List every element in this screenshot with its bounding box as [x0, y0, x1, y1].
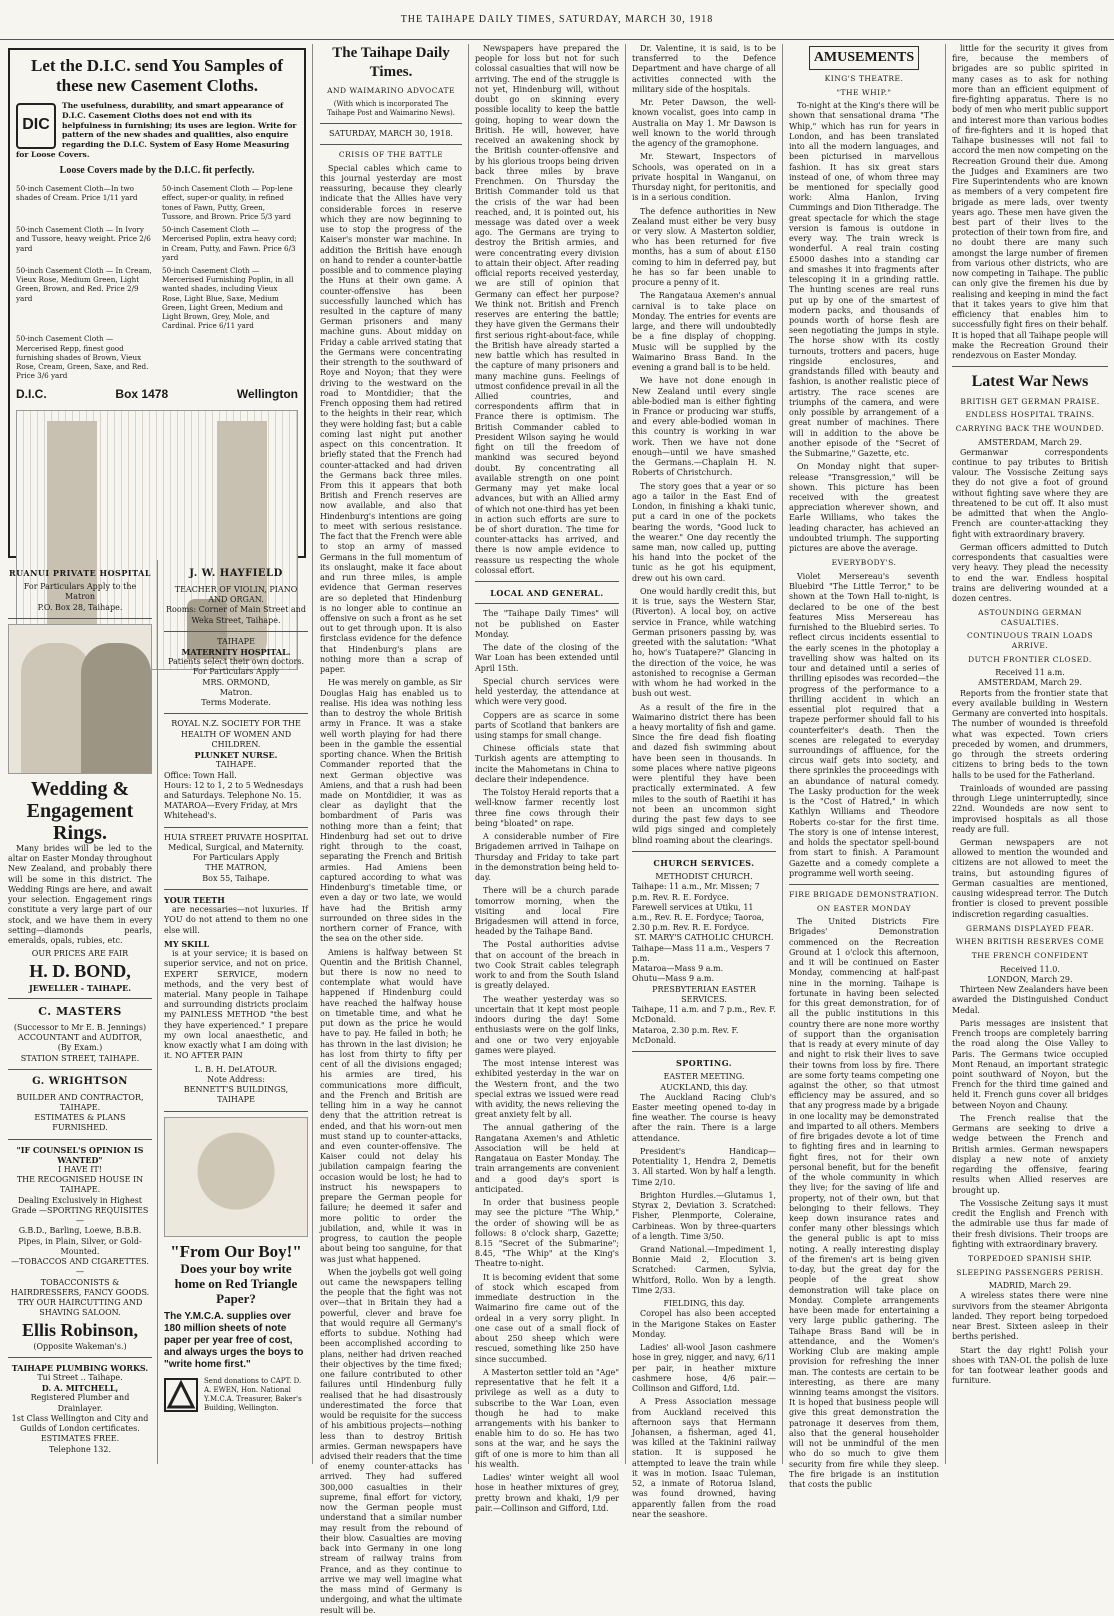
dentist-name: L. B. H. DeLATOUR.: [194, 1064, 278, 1074]
wedding-title: Wedding & Engagement Rings.: [26, 777, 134, 844]
sport-item: A Press Association message from Auckland received this afternoon says that Hermann Johansen, a fisherman, aged 41, was killed at the Takinini railway station. It is supposed he attempted to leave the train while it was in motion. Isaac Tuleman, 52, a inmate of Rotorua Island, was found drowned, having apparently fallen from the road near the seashore.: [632, 1397, 776, 1519]
sport-line: EASTER MEETING.: [663, 1072, 745, 1082]
general-item: Mr. Stewart, Inspectors of Schools, was operated on in a private hospital in Wanganui, on Thursday night, for peritonitis, and is in a serious condition.: [632, 152, 776, 203]
column-3: [316, 44, 466, 1615]
counsel-line: "IF COUNSEL'S OPINION IS WANTED": [16, 1144, 144, 1165]
ymca-body: The Y.M.C.A. supplies over 180 million sheets of note paper per year free of cost, and always urges the boys to "write home first.": [164, 1311, 304, 1371]
plunket-line: ROYAL N.Z. SOCIETY FOR THE HEALTH OF WOMEN AND CHILDREN.: [171, 719, 301, 749]
column-rule: [468, 44, 469, 1464]
sport-title: SPORTING.: [675, 1058, 733, 1069]
dic-item: 50-inch Casement Cloth — In Ivory and Tussore, heavy weight. Price 2/6 yard: [16, 225, 151, 253]
amusements-title: AMUSEMENTS: [809, 46, 919, 70]
war-line: ENDLESS HOSPITAL TRAINS.: [965, 410, 1095, 420]
war-line: Received 11.0.: [1000, 964, 1060, 974]
kings-theatre-title: KING'S THEATRE.: [824, 73, 904, 83]
jeweller-name: H. D. BOND,: [29, 960, 131, 981]
war-paragraph: Germanwar correspondents continue to pay tributes to British valour. The Vossische Zeitung says they do not give a foot of ground without fighting save where they are threatened to be cut off. It also must be admitted that when the Anglo-French are counter-attacking they fight with extraordinary bravery.: [952, 447, 1108, 539]
plunket-line: MATAROA—Every Friday, at Mrs Whitehead's.: [164, 801, 298, 821]
war-line: THE FRENCH CONFIDENT: [971, 951, 1089, 961]
column-rule: [782, 44, 783, 1464]
red-triangle-icon: [164, 1378, 198, 1412]
dic-item: 50-inch Casement Cloth — Mercerised Furnishing Poplin, in all wanted shades, including Vieux Rose, Light Blue, Saxe, Medium Green, Light Green, Medium and Light Brown, Grey, Mole, and Cardinal. Price 6/11 yard: [162, 265, 294, 331]
crisis-paragraph: Special cables which came to this journal yesterday are most reassuring, because they clearly indicate that the Allies have very considerable forces in reserve which they are now beginning to use to stop the progress of the Kaiser's monster war machine. In addition the British have enough on hand to render a counter-battle possible and to commence playing the Huns at their own game. A counter-offensive has been successfully launched which has resulted in the capture of many German prisoners and many machine guns. About midday on Friday a cable arrived stating that the Germans were concentrating their strength to the southward of Roye and Noyon; that they were driving to the westward on the road to Montdidier; that the French opposing them had retired to the heights in their rear, which they were holding fast; but a cable coming last night put another aspect on this concentration. It briefly stated that the French had counter-attacked and had driven the Germans back three miles. From this it appears that both British and French reserves are now available, and also that Hindenburg's intentions are going to meet with serious resistance. The fact that the French were able to stop an army of massed Germans in the full momentum of its onslaught, make it face about and run three miles, is ample evidence that German reserves are so depleted that Hindenburg is no longer able to continue an offensive on such a front as he set out to get through upon. It is also firstclass evidence for the defence that Hindenburg's plans are nothing more than a scrap of paper.: [320, 163, 462, 675]
fire-subtitle: ON EASTER MONDAY: [816, 903, 912, 913]
general-item: Mr. Peter Dawson, the well-known vocalist, goes into camp in Australia on May 1. Mr Dawson is well known to the world through the agency of the gramophone.: [632, 98, 776, 149]
general-item: The Rangataua Axemen's annual carnival is to take place on Monday. The entries for events are large, and there will undoubtedly be a fine display of chopping. Music will be supplied by the Waimarino Brass Band. In the evening a grand ball is to be held.: [632, 291, 776, 373]
dic-title: Let the D.I.C. send You Samples of these new Casement Cloths.: [30, 56, 284, 95]
counsel-line: —TOBACCOS AND CIGARETTES.—: [11, 1257, 149, 1277]
local-item: There will be a church parade tomorrow morning, when the visiting and local Fire Brigadesmen will attend in force, headed by the Taihape Band.: [475, 886, 619, 937]
local-item: The Postal authorities advise that on account of the breach in two Cook Strait cables telegraph work to and from the South Island is greatly delayed.: [475, 940, 619, 991]
wrightson-line: FURNISHED.: [52, 1123, 108, 1133]
dic-price-list: [16, 184, 298, 380]
wrightson-line: ESTIMATES & PLANS: [34, 1113, 126, 1123]
general-item: One would hardly credit this, but it is true, says the Western Star, (Riverton). A local boy, on active service in France, while watching German prisoners passing by, was greeted with the salutation: "What ho, how's Tuatapere?" Glancing in the direction of the voice, he was astonished to recognise a German with whom he had worked in the bush out west.: [632, 586, 776, 699]
column-7: [948, 44, 1112, 1464]
crisis-paragraph: He was merely on gamble, as Sir Douglas Haig has enabled us to realise. His idea was nothing less than to destroy the whole British army in France. It was a stake well worth playing for had there been in the gamble the essential sporting chance. When the British Commander reported that the next German objective was Amiens, and that a rush had been made on Montdidier, it was as clear as daylight that the bombardment of Paris was nothing more than a feint; that Hindenburg had set out to drive right through to the coast, separating the French and British armies. Had Amiens been captured according to what was Hindenburg's timetable time, or even a day or two late, we would have had the British army surrounded on three sides in the northern corner of France, with the sea on the other side.: [320, 678, 462, 944]
hayfield-name: J. W. HAYFIELD: [189, 568, 283, 579]
counsel-line: (Opposite Wakeman's.): [33, 1341, 127, 1351]
groom-icon: [81, 643, 151, 773]
local-item: It is becoming evident that some of stock which escaped from immediate destruction in the Waimarino fire came out of the ordeal in a very sorry plight. In one case out of a small flock of about 250 sheep which were rescued, something like 250 have since succumbed.: [475, 1272, 619, 1364]
general-item: We have not done enough in New Zealand until every single able-bodied man is either fighting in France or producing war stuffs, and every able-bodied woman in this country is working in war work. Then we have not done enough—until we have smashed the Germans.—Chaplain H. N. Roberts of Christchurch.: [632, 376, 776, 478]
ruanui-title: RUANUI PRIVATE HOSPITAL: [9, 568, 151, 578]
church-line: Mataroa—Mass 9 a.m.: [632, 964, 724, 974]
leader-paragraph: Newspapers have prepared the people for loss but not for such colossal casualties that will now be arriving. The end of the struggle is not yet, Hindenburg will, without doubt go on skinning every possible locality to keep the battle going, hoping to wear down the British. He will, however, have received an awakening shock by the British counter-offensive and by his glorious troops being driven back three miles by brave Frenchmen. On Thursday the British Commander told us that the crisis of the war had been reached, and, it is pointed out, his message was dated over a week ago. The Germans are trying to destroy the British armies, and were concentrating every division to attain their object. After reading official reports received yesterday, we are still of opinion that Germany can effect her purpose? We think not. British and French reserves are entering the battle; they have given the Germans their first serious right-about-face, while the British have already started a new battle which has resulted in the capture of many prisoners and many machine guns. Feelings of utmost confidence prevail in all the Allied countries, and correspondents affirm that in France there is optimism. The British Commander cabled to President Wilson saying he would fight on till the freedom of mankind was secured beyond doubt. By concentrating all available strength on one point Germany may yet make local advances, but with an Allied army of which not one-third has yet been in action such efforts are sure to be of short duration. The time for counter-attacks has arrived, and there is now ample evidence to reassure us respecting the whole colossal effort.: [475, 44, 619, 575]
war-paragraph: Trainloads of wounded are passing through Liege uninterruptedly, since 22nd. Woundeds are now sent to improvised hospitals as all those ready are full.: [952, 783, 1108, 834]
amusement-paragraph: Violet Mersereau's seventh Bluebird "The Little Terror," to be shown at the Town Hall to-night, is declared to be one of the best features Miss Mersereau has furnished to the Bluebird series. To reflect circus incidents essential to the early scenes in the photoplay a travelling show was halted on its tour and detained until a series of thrilling episodes was recorded—the progress of the performance to a thrilling accident in which an essential plot required that a trapeze performer should fall to his counterfeiter's death. Then the scenes are relegated to everyday surroundings of affluence, for the circus waif gets into society, and there sprinkles the proceedings with an abundance of natural comedy. The Lasky production for the week is the "Cost of Hatred," in which Kathlyn Williams and Theodore Roberts co-star for the first time. The story is one of intense interest, and holds the spectator spell-bound from start to finish. A Paramount Gazette and a comedy complete a programme well worth seeing.: [789, 572, 939, 878]
sport-item: Ladies' all-wool Jason cashmere hose in grey, nigger, and navy, 6/11 per pair, in heather mixture cashmere hose, 4/6 pair.—Collinson and Gifford, Ltd.: [632, 1343, 776, 1394]
jeweller-trade: JEWELLER - TAIHAPE.: [29, 982, 131, 993]
war-paragraph: German newspapers are not allowed to mention the wounded and citizens are not allowed to meet the trains, but astounding figures of German casualties are mentioned, causing widespread terror. The Dutch frontier is closed to prevent possible indiscretion regarding casualties.: [952, 837, 1108, 919]
skill-body: is at your service; it is based on superior service, and not on price. EXPERT SERVICE, modern methods, and the very best of material. Many people in Taihape and surrounding districts proclaim my PAINLESS METHOD "the best they have experienced." I prepare my own local anaesthetic, and know exactly what I am doing with it. NO AFTER PAIN: [164, 949, 308, 1061]
wedding-couple-illustration: [8, 624, 152, 774]
masters-line: (By Exam.): [57, 1043, 103, 1053]
huia-line: Medical, Surgical, and Maternity.: [168, 842, 304, 852]
fire-paragraph: The United Districts Fire Brigades' Demonstration commenced on the Recreation Ground at 1 o'clock this afternoon, and it will be continued on Easter Monday, commencing at half-past nine in the morning. Taihape is fortunate in having been selected for this great demonstration, for of all the public institutions in this country there are none more worthy of support than the organisation that is ready at every minute of day and night to risk their lives to save their towns from loss by fire. There are some forty teams competing one against the other, so that utmost efficiency may be assured, and so that any progress made by a brigade in one locality may be demonstrated and imparted to all others. Members of fire brigades devote a lot of time to fighting fires and in learning to fight fires, not for their own personal benefit, but for the benefit of the whole community in which they live; for the saving of life and property, not of their own, but that belonging to their fellows. They keep down insurance rates and confer many other blessings which the general public is apt to miss noting. A really interesting display of the firemen's art is being given to-day, but the great day for the people of the great show demonstration will take place on Monday. Complete arrangements have been made for entertaining a very large public gathering. The Taihape Brass Band will be in attendance, and the Women's Working Club are making ample provision for refreshing the inner man. The contests are certain to be interesting, as there are many winning teams amongst the visitors. It is hoped that business people will give this great demonstration the patronage it deserves from them, also that the general householder will not be unmindful of the men who do so much to give them security from fire while they sleep. The fire brigade is an institution that costs the public: [789, 917, 939, 1490]
robinson-name: Ellis Robinson,: [21, 1319, 139, 1340]
plunket-line: Hours: 12 to 1, 2 to 5 Wednesdays and Saturdays. Telephone No. 15.: [164, 780, 304, 801]
wedding-prices: OUR PRICES ARE FAIR: [31, 949, 129, 959]
dic-loose-covers: Loose Covers made by the D.I.C. fit perfectly.: [59, 165, 255, 177]
masters-line: STATION STREET, TAIHAPE.: [20, 1053, 140, 1063]
war-paragraph: Reports from the frontier state that every available building in Western Germany are converted into hospitals. The number of wounded is threefold what was expected. Town criers preceded by women, and drummers, go through the streets ordering citizens to bring beds to the town halls to be used for the Fatherland.: [952, 688, 1108, 780]
general-item: The defence authorities in New Zealand must either be very busy or very slow. A Masterton soldier, who has been returned for five months, has a sum of about £150 coming to him in deferred pay, but he has so far been unable to procure a penny of it.: [632, 206, 776, 288]
war-line: GERMANS DISPLAYED FEAR.: [966, 923, 1094, 933]
huia-line: THE MATRON,: [205, 863, 267, 873]
wedding-body: Many brides will be led to the altar on Easter Monday throughout New Zealand, and probably there will be some in this district. The Wedding Rings are here, and await your selection. Engagement rings constitute a very large part of our stock, and we have them in every setting—diamonds pearls, emeralds, opals, rubies, etc.: [8, 843, 152, 946]
sport-line: AUCKLAND, this day.: [660, 1082, 748, 1092]
local-item: A considerable number of Fire Brigademen arrived in Taihape on Thursday and Friday to take part in the demonstration being held to-day.: [475, 832, 619, 883]
maternity-line: Matron.: [219, 687, 253, 697]
column-rule: [625, 44, 626, 1464]
church-line: Ohutu—Mass 9 a.m.: [632, 974, 715, 984]
amusement-paragraph: To-night at the King's there will be shown that sensational drama "The Whip," which has run for years in London, and has been translated into all the modern languages, and been picturised in marvellous fashion. It has six great stars instead of one, of whom three may be mentioned for specially good work: Alma Hanlon, Irving Cummings and Dion Titheradge. The great spectacle for which the stage version is famous is outdone in every way. The train wreck is wonderful. A real train costing £5000 dashes into a standing car and smashes it into fragments after telescoping it in a grinding rattle. The hunting scenes are real runs put up by one of the smartest of modern packs, and thousands of pounds worth of horse flesh are seen negotiating the jumps in style. The horse show with its costly turnouts, trotters and pacers, huge ringside enclosures, and grandstands filled with beauty and fashion, is another realistic piece of artistry. The race scenes are triumphs of the camera, and were only possible by arrangement of a great number of machines. There will in addition to the above be another episode of the "Secret of the Submarine," Gazette, etc.: [789, 101, 939, 459]
counsel-line: TOBACCONISTS & HAIRDRESSERS, FANCY GOODS.: [10, 1277, 150, 1297]
hayfield-line: TEACHER OF VIOLIN, PIANO AND ORGAN.: [174, 584, 298, 605]
masters-line: ACCOUNTANT and AUDITOR,: [17, 1033, 142, 1043]
dic-footer-name: D.I.C.: [16, 386, 47, 401]
plumbing-line: Registered Plumber and Drainlayer.: [30, 1393, 130, 1413]
paper-subtitle: AND WAIMARINO ADVOCATE: [327, 86, 455, 96]
counsel-line: Dealing Exclusively in Highest Grade —SPORTING REQUISITES—: [11, 1195, 149, 1226]
sport-item: Coropel has also been accepted in the Marigone Stakes on Easter Monday.: [632, 1309, 776, 1339]
soldier-writing-illustration: [164, 1117, 308, 1237]
amusement-paragraph: On Monday night that super-release "Transgression," will be shown. This picture has been received with the greatest appreciation wherever shown, and Earle Williams, who takes the leading character, has achieved an undoubted triumph. The supporting pictures are above the average.: [789, 462, 939, 554]
fire-continued: little for the security it gives from fire, because the members of brigades are so public spirited in many cases as to ask for nothing more than an efficient equipment of fire-fighting apparatus. There is no body of men who merit public support and interest more than various bodies of fire-fighters and it is hoped that Taihape businesses will not fail to accord the men now competing on the Recreation Ground their due. Among the Judges and Examiners are two Fire Superintendents who are known as members of a very competent fire brigade as mere lads, over twenty years ago. These men have given the best part of their lives to the protection of their town from fire, and no doubt there are many such amongst the large number of firemen from various other districts, who are now competing in Taihape. The public can only give the firemen his due by realising and keeping in mind the fact that it takes years to give him that efficiency that enables him to successfully fight fires on their behalf. It is hoped that all Taihape people will make the Recreation Ground their rendezvous on Easter Monday.: [952, 44, 1108, 361]
maternity-line: For Particulars Apply: [192, 667, 280, 677]
sport-item: Grand National.—Impediment 1, Bonnie Maid 2, Elocution 3. Scratched: Carmen, Sylvia, Whitford, Rollo. Won by a length. Time 2/33.: [632, 1245, 776, 1295]
dic-item: [162, 334, 298, 380]
war-line: TORPEDOED SPANISH SHIP.: [968, 1253, 1092, 1263]
crisis-paragraph: Amiens is halfway between St Quentin and the British Channel, but there is now no need to contemplate what would have happened if Hindenburg could have reached the halfway house on timetable time, and what he put down as the price he would have to pay. He failed in both; he has thrown in the last division; he has lost from thirty to fifty per cent of all the divisions engaged; his armies are tired, his communications more difficult, and the French and British are telling him in a way he cannot deny that the attrition retreat is ended, and that his worn-out men must stand up to counter-attacks, and even counter-offensive. The Kaiser could not delay his jubilation campaign fearing the occasion would be lost; he had to instruct his newspapers to prepare the German people for failure; he deemed it safer and more politic to order the jubilation, and, while it was in progress, to caution the people about being too sanguine, for that was just what happened.: [320, 947, 462, 1264]
column-1: [4, 568, 156, 1464]
local-title: LOCAL AND GENERAL.: [490, 588, 604, 599]
counsel-line: THE RECOGNISED HOUSE IN TAIHAPE.: [16, 1175, 144, 1195]
local-item: Coppers are as scarce in some parts of Scotland that bankers are using stamps for small change.: [475, 710, 619, 740]
plumbing-line: 1st Class Wellington and City and Guilds of London certificates.: [11, 1413, 149, 1434]
local-item: A Masterton settler told an "Age" representative that he felt it a privilege as well as a duty to subscribe to the War Loan, even though he had to make arrangements with his banker to enable him to do so. He has two sons at the war, and he says the gift of one is more to him than all his wealth.: [475, 1367, 619, 1469]
war-line: AMSTERDAM, March 29.: [978, 678, 1082, 688]
column-4: [471, 44, 623, 1513]
teeth-body: are necessaries—not luxuries. If YOU do not attend to them no one else will.: [164, 905, 308, 935]
local-item: In order that business people may see the picture "The Whip," the order of showing will be as follows: 8 o'clock sharp, Gazette; 8.15 "Secret of the Submarine"; 8.45, "The Whip" at the King's Theatre to-night.: [475, 1198, 619, 1269]
dic-footer: [16, 387, 298, 402]
crisis-paragraph: When the joybells got well going out came the newspapers telling the people that the fight was not over—that in Britain they had a powerful, clever and brave foe that would require all Germany's efforts to subdue. Nothing had been accomplished according to plans, neither had driven reached their objectives by the time fixed; one failure contributed to other failures until Hindenburg fully realised that he had disastrously underestimated the force that would be requisite for the success of his ambitious projects—nothing less than to destroy British armies. German newspapers have advised their readers that the time of enemy counter-attacks has arrived. They had suffered 300,000 casualties in their supreme, final effort for victory, now the German people must understand that a similar number may result from the rebound of their blow. Casualties are moving back into Germany in one long stream of railway trains from France, and as they continue to arrive we may well imagine what the mass mind of Germany is undergoing, and what the ultimate result will be.: [320, 1267, 462, 1615]
local-item: Chinese officials state that Turkish agents are attempting to incite the Mahometans in China to declare their independence.: [475, 744, 619, 784]
dic-item: 50-inch Casement Cloth — In Cream, Vieux Rose, Medium Green, Light Green, Brown, and Red. Price 2/9 yard: [16, 265, 152, 303]
war-line: DUTCH FRONTIER CLOSED.: [968, 654, 1092, 664]
dentist-address: BENNETT'S BUILDINGS, TAIHAPE: [183, 1085, 289, 1105]
dic-footer-city: Wellington: [236, 386, 298, 401]
crisis-title: CRISIS OF THE BATTLE: [338, 150, 444, 160]
hayfield-line: Rooms: Corner of Main Street and Weka Street, Taihape.: [166, 605, 306, 625]
column-2: [160, 568, 312, 1464]
war-line: AMSTERDAM, March 29.: [978, 437, 1082, 447]
dentist-note: Note Address:: [207, 1074, 265, 1084]
dic-item: 50-inch Casement Cloth — Mercerised Poplin, extra heavy cord; in Cream, Putty, and Fawn. Price 6/3 yard: [162, 225, 297, 262]
sport-line: FIELDING, this day.: [663, 1299, 745, 1309]
plunket-line: Office: Town Hall.: [164, 770, 237, 780]
church-line: Taihape: 11 a.m., Mr. Missen; 7 p.m. Rev. R. E. Fordyce.: [632, 882, 760, 902]
dic-item: 50-inch Casement Cloth — Mercerised Repp, finest good furnishing shades of Brown, Vieux Rose, Cream, Green, Saxe, and Red. Price 3/6 yard: [16, 334, 149, 381]
church-line: Farewell services at Utiku, 11 a.m., Rev. R. E. Fordyce; Taoroa, 2.30 p.m. Rev. R. E. Fordyce.: [632, 902, 765, 933]
local-item: The "Taihape Daily Times" will not be published on Easter Monday.: [475, 609, 619, 639]
church-line: ST. MARY'S CATHOLIC CHURCH.: [634, 933, 774, 943]
maternity-line: TAIHAPE: [217, 636, 255, 646]
local-item: The weather yesterday was so uncertain that it kept most people indoors during the day! Some enthusiasts were on the golf links, and one or two very enjoyable games were played.: [475, 994, 619, 1055]
counsel-line: TRY OUR HAIRCUTTING AND SHAVING SALOON.: [17, 1298, 143, 1318]
war-line: MADRID, March 29.: [988, 1281, 1072, 1291]
war-line: SLEEPING PASSENGERS PERISH.: [956, 1267, 1104, 1277]
war-paragraph: Paris messages are insistent that French troops are completely barring the road along the Oise Valley to Paris. The Germans twice occupied Mont Renaud, an important strategic point southward of Noyon, but the French for the third time gained and held it. French guns cover all bridges between Noyon and Chauny.: [952, 1018, 1108, 1110]
church-line: Taihape—Mass 11 a.m., Vespers 7 p.m.: [632, 943, 771, 963]
masthead: THE TAIHAPE DAILY TIMES, SATURDAY, MARCH 30, 1918: [0, 0, 1114, 40]
dic-logo-icon: DIC: [16, 103, 56, 149]
ruanui-line: For Particulars Apply to the Matron: [23, 582, 137, 602]
wrightson-line: BUILDER AND CONTRACTOR,: [16, 1092, 144, 1102]
local-item: The most intense interest was exhibited yesterday in the war on the Western front, and the two special extras we issued were read with avidity, the news relieving the great anxiety felt by all.: [475, 1059, 619, 1120]
church-line: PRESBYTERIAN EASTER SERVICES.: [652, 984, 756, 1004]
dic-advert: [4, 44, 310, 564]
war-paragraph: The French realise that the Germans are seeking to drive a wedge between the French and British armies. German newspapers display a new note of anxiety regarding the offensive, fearing results when Allied reserves are brought up.: [952, 1113, 1108, 1195]
local-item: Ladies' winter weight all wool hose in heather mixtures of grey, pretty brown and khaki, 1/9 per pair.—Collinson and Gifford, Ltd.: [475, 1473, 619, 1513]
ruanui-line: P.O. Box 28, Taihape.: [37, 602, 123, 612]
huia-line: For Particulars Apply: [192, 853, 280, 863]
general-item: The story goes that a year or so ago a tailor in the East End of London, in finishing a khaki tunic, put a card in one of the pockets bearing the words, "Good luck to the wearer." One day recently the same man, now called up, putting his hand into the pocket of the tunic as he got his equipment, drew out his own card.: [632, 481, 776, 583]
war-line: BRITISH GET GERMAN PRAISE.: [960, 396, 1100, 406]
maternity-line: Terms Moderate.: [201, 698, 271, 708]
war-paragraph: Start the day right! Polish your shoes with TAN-OL the polish de luxe for tan footwear leather goods and furniture.: [952, 1345, 1108, 1386]
war-paragraph: Thirteen New Zealanders have been awarded the Distinguished Conduct Medal.: [952, 985, 1108, 1015]
plunket-line: TAIHAPE.: [215, 760, 257, 770]
column-rule: [157, 560, 158, 1464]
everybodys-title: EVERYBODY'S.: [831, 558, 897, 568]
masters-line: (Successor to Mr E. B. Jennings): [13, 1022, 147, 1032]
plumbing-line: TAIHAPE PLUMBING WORKS.: [11, 1362, 149, 1373]
huia-line: HUIA STREET PRIVATE HOSPITAL: [164, 832, 309, 842]
dic-item: 50-inch Casement Cloth—In two shades of Cream. Price 1/11 yard: [16, 184, 138, 203]
column-rule: [945, 44, 946, 1464]
ymca-sub: Does your boy write home on Red Triangle Paper?: [174, 1261, 298, 1307]
maternity-line: MATERNITY HOSPITAL.: [181, 646, 291, 657]
wrightson-line: TAIHAPE.: [59, 1102, 101, 1112]
war-paragraph: German officers admitted to Dutch correspondents that casualties were very heavy. They plead the necessity to end the war. Endless hospital trains are delivering wounded at a dozen centres.: [952, 542, 1108, 604]
teeth-title: YOUR TEETH: [164, 894, 225, 905]
maternity-line: MRS. ORMOND,: [202, 677, 270, 687]
fire-title: FIRE BRIGADE DEMONSTRATION.: [789, 890, 939, 900]
masters-name: C. MASTERS: [38, 1004, 122, 1018]
local-item: The date of the closing of the War Loan has been extended until April 15th.: [475, 643, 619, 673]
war-line: ASTOUNDING GERMAN CASUALTIES.: [978, 608, 1082, 627]
church-title: CHURCH SERVICES.: [653, 857, 755, 868]
plumbing-line: ESTIMATES FREE.: [40, 1434, 120, 1444]
column-5: [628, 44, 780, 1519]
maternity-line: Patients select their own doctors.: [168, 657, 304, 667]
plumbing-line: Telephone 132.: [48, 1444, 112, 1454]
column-6: [785, 44, 943, 1490]
war-line: Received 11 a.m.: [995, 668, 1065, 678]
church-line: Taihape, 11 a.m. and 7 p.m., Rev. F. McDonald.: [632, 1005, 776, 1025]
dic-intro: The usefulness, durability, and smart appearance of D.I.C. Casement Cloths does not end with its helpfulness in furnishing; its uses are legion. Write for pattern of the new shades and qualities, also enquire regarding the D.I.C. System of Easy Home Measuring for Loose Covers.: [16, 101, 297, 159]
general-item: Dr. Valentine, it is said, is to be transferred to the Defence Department and have charge of all activities connected with the military side of the hospitals.: [632, 44, 776, 94]
dic-item: 50-inch Casement Cloth — Pop-lene effect, super-or quality, in refined tones of Fawn, Putty, Green, Tussore, and Brown. Price 5/3 yard: [162, 184, 293, 221]
local-item: The Tolstoy Herald reports that a well-know farmer recently lost three fine cows through their being "bloated" on rape.: [475, 788, 619, 828]
plumbing-line: Tui Street .. Taihape.: [37, 1373, 123, 1383]
dic-footer-box: Box 1478: [115, 386, 169, 401]
general-item: As a result of the fire in the Waimarino district there has been a heavy mortality of fish and game. Since the fire dead fish floating and dazed fish swimming about have been seen in thousands. In some places where native pigeons were plentiful they have been practically exterminated. A few miles to the south of Raetihi it has not been an uncommon sight during the past few days to see wild pigs singed and completely blind roaming about the clearings.: [632, 702, 776, 845]
local-item: The annual gathering of the Rangatana Axemen's and Athletic Association will be held at Rangataua on Easter Monday. The train arrangements are convenient and a good day's sport is anticipated.: [475, 1123, 619, 1194]
ymca-send: Send donations to CAPT. D. A. EWEN, Hon. National Y.M.C.A. Treasurer, Baker's Building, Wellington.: [204, 1377, 302, 1412]
plunket-line: PLUNKET NURSE.: [194, 750, 278, 761]
church-line: Mataroa, 2.30 p.m. Rev. F. McDonald.: [632, 1025, 739, 1045]
counsel-line: G.B.D., Barling, Loewe, B.B.B. Pipes, in Plain, Silver, or Gold-Mounted.: [18, 1226, 142, 1256]
war-news-title: Latest War News: [971, 373, 1089, 391]
paper-note: (With which is incorporated The Taihape Post and Waimarino News).: [327, 99, 455, 117]
sport-item: Brighton Hurdles.—Glutamus 1, Styrax 2, Deviation 3. Scratched: Fisher, Plenmporte, Coleraine, Carbineas. Won by three-quarters of a length. Time 3/50.: [632, 1190, 776, 1241]
local-item: Special church services were held yesterday, the attendance at which were very good.: [475, 676, 619, 707]
column-rule: [312, 44, 313, 1464]
wrightson-name: G. WRIGHTSON: [32, 1075, 128, 1087]
war-line: WHEN BRITISH RESERVES COME: [955, 937, 1105, 947]
sport-item: President's Handicap—Potentiality 1, Hendra 2, Demetis 3. All started. Won by half a length. Time 2/10.: [632, 1146, 776, 1187]
huia-line: Box 55, Taihape.: [202, 873, 270, 883]
paper-title: The Taihape Daily Times.: [332, 45, 450, 81]
sport-item: The Auckland Racing Club's Easter meeting opened to-day in fine weather. The course is heavy after the rain. There is a large attendance.: [632, 1092, 776, 1143]
skill-title: MY SKILL: [164, 938, 210, 949]
ymca-title: "From Our Boy!": [170, 1241, 302, 1261]
counsel-line: I HAVE IT!: [58, 1165, 102, 1174]
war-line: CONTINUOUS TRAIN LOADS ARRIVE.: [967, 631, 1093, 651]
plumbing-line: D. A. MITCHELL,: [41, 1383, 119, 1394]
whip-title: "THE WHIP.": [836, 87, 892, 97]
war-line: LONDON, March 29.: [987, 974, 1073, 984]
war-paragraph: A wireless states there were nine survivors from the steamer Abrigonta landed. They report being torpedoed near Brest. Sixteen asleep in their berths perished.: [952, 1291, 1108, 1342]
paper-date: SATURDAY, MARCH 30, 1918.: [329, 128, 453, 138]
war-line: CARRYING BACK THE WOUNDED.: [955, 423, 1105, 433]
war-paragraph: The Vossische Zeitung says it must credit the English and French with the admirable use thus far made of their fresh divisions. Their troops are fighting with extraordinary bravery.: [952, 1198, 1108, 1249]
church-line: METHODIST CHURCH.: [655, 872, 753, 882]
